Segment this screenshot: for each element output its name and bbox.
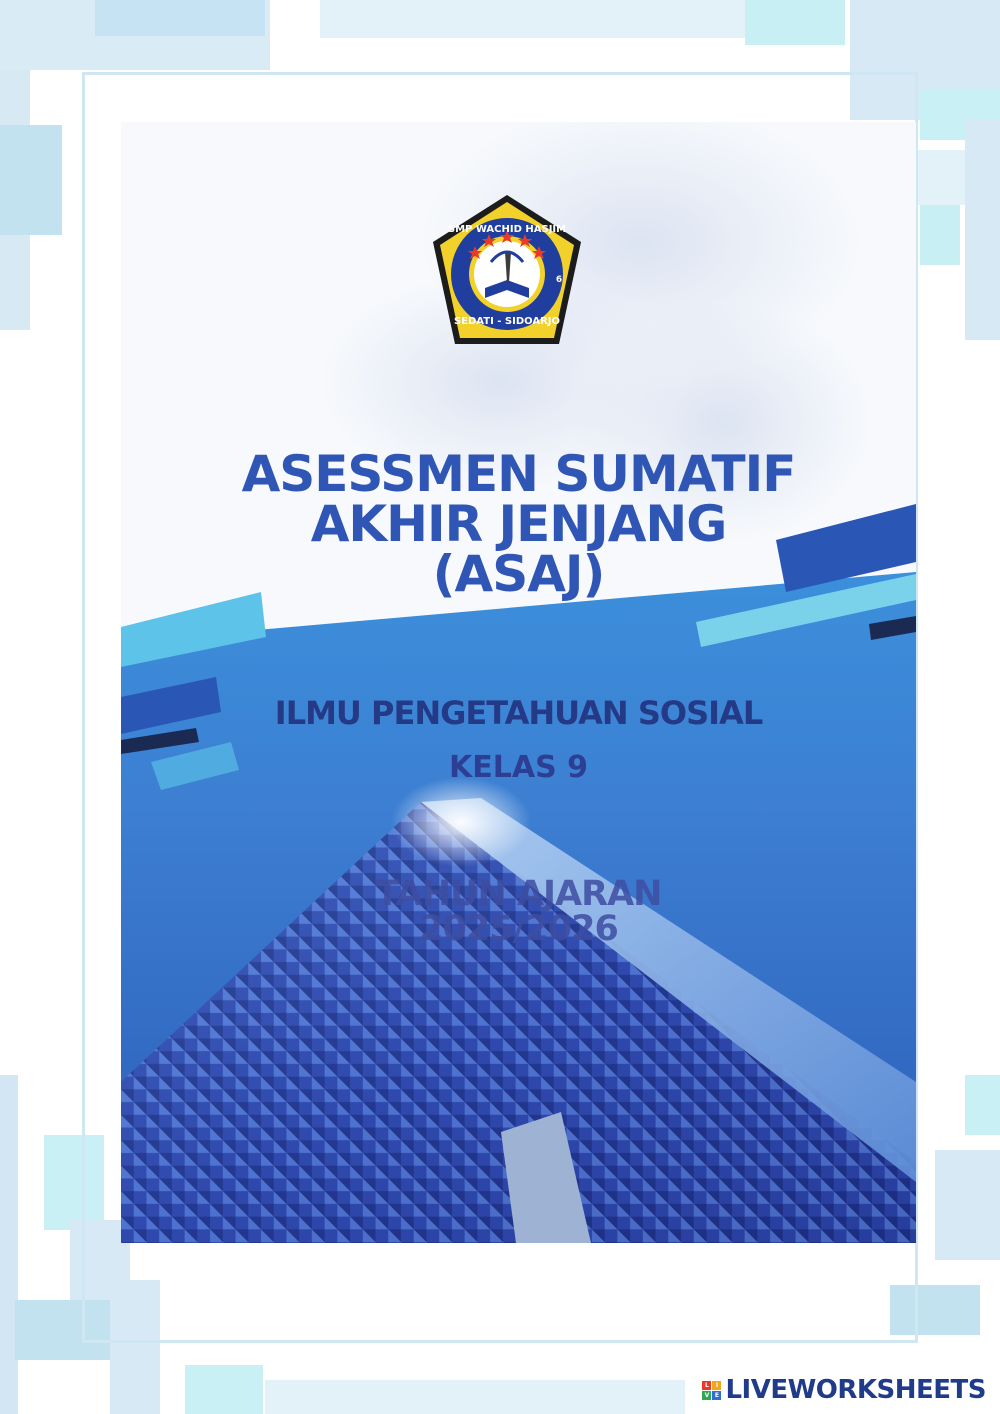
- cover-page: [121, 122, 916, 1243]
- frame-deco-bottom-mid-2: [265, 1380, 685, 1414]
- frame-deco-right-4: [965, 120, 1000, 340]
- logo-top-text: SMP WACHID HASJIM: [447, 224, 567, 235]
- academic-year-label: TAHUN AJARAN: [375, 874, 662, 914]
- liveworksheets-logo-icon: [702, 1381, 721, 1400]
- academic-year-value: 2025/2026: [419, 909, 618, 949]
- title-line-3: (ASAJ): [432, 545, 605, 603]
- grade-label: KELAS 9: [449, 750, 588, 785]
- brand-icon-cell: E: [712, 1391, 721, 1400]
- frame-deco-bottom-right-1: [935, 1150, 1000, 1260]
- frame-deco-top-left-inner: [95, 0, 265, 36]
- frame-deco-top-right: [745, 0, 845, 45]
- frame-deco-bottom-mid: [185, 1365, 263, 1414]
- liveworksheets-brand[interactable]: [702, 1372, 986, 1408]
- brand-name: LIVEWORKSHEETS: [725, 1375, 986, 1405]
- logo-bottom-text: SEDATI - SIDOARJO: [453, 316, 561, 327]
- brand-icon-cell: V: [702, 1391, 711, 1400]
- frame-deco-bottom-left-1: [0, 1075, 18, 1414]
- title-line-1: ASESSMEN SUMATIF: [241, 445, 796, 503]
- brand-icon-cell: L: [702, 1381, 711, 1390]
- school-logo: [427, 192, 587, 354]
- frame-deco-right-3: [920, 205, 960, 265]
- brand-icon-cell: I: [712, 1381, 721, 1390]
- subject-title: ILMU PENGETAHUAN SOSIAL: [274, 694, 763, 732]
- frame-deco-top-mid: [320, 0, 760, 38]
- logo-number: 6: [555, 275, 563, 285]
- frame-deco-left-2: [0, 125, 62, 235]
- frame-deco-bottom-right-2: [965, 1075, 1000, 1135]
- title-line-2: AKHIR JENJANG: [310, 495, 727, 553]
